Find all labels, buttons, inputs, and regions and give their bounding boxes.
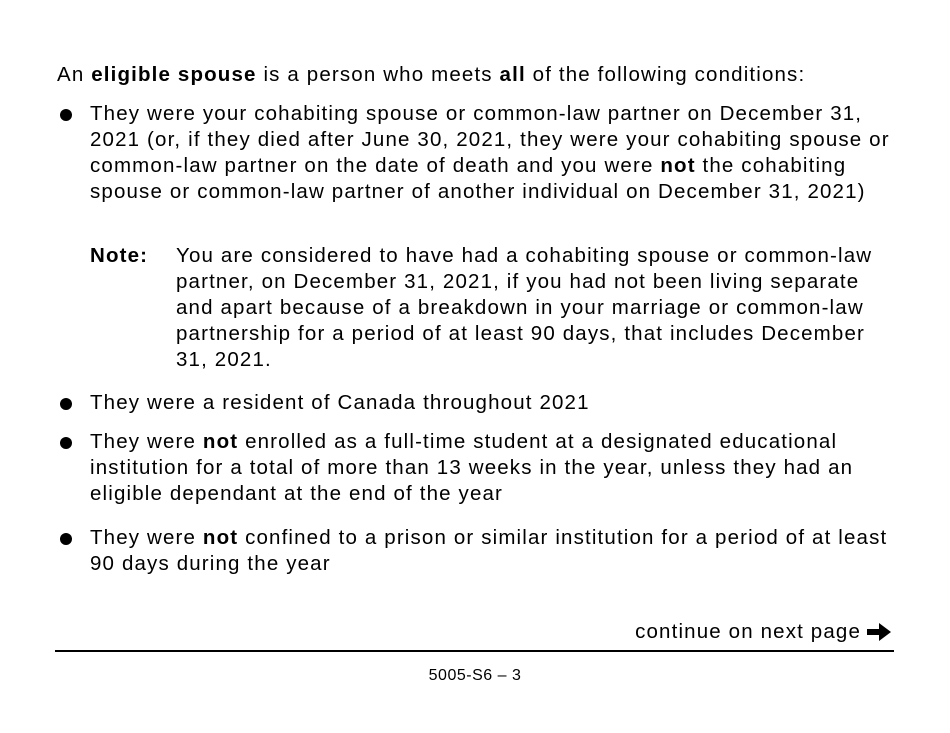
footer-divider (55, 650, 894, 652)
page-number: 5005-S6 – 3 (428, 667, 522, 684)
continue-on-next-page (635, 620, 893, 644)
note-block (90, 243, 890, 373)
condition-text: They were a resident of Canada throughout 2021 (90, 391, 590, 414)
intro-bold-all: all (499, 63, 526, 86)
bullet-icon (60, 437, 72, 449)
bold-not: not (660, 154, 696, 177)
intro-text-3: of the following conditions: (525, 63, 806, 86)
condition-text: They were not enrolled as a full-time student at a designated educational institution for a total of more than 13 weeks in the year, unless they had an eligible dependant at the end of the year (90, 430, 854, 505)
continue-label: continue on next page (635, 620, 861, 643)
bullet-icon (60, 398, 72, 410)
condition-item-1 (57, 101, 907, 205)
intro-bold-eligible-spouse: eligible spouse (91, 63, 257, 86)
condition-text: They were your cohabiting spouse or common-law partner on December 31, 2021 (or, if they died after June 30, 2021, they were your cohabiting spouse or common-law partner on the date of death and you were not the cohabiting spouse or common-law partner of another individual on December 31, 2021) (90, 102, 890, 203)
condition-item-4 (57, 525, 907, 577)
bullet-icon (60, 109, 72, 121)
condition-item-2 (57, 390, 907, 416)
condition-item-3 (57, 429, 907, 507)
intro-text-2: is a person who meets (256, 63, 500, 86)
bold-not: not (202, 526, 239, 549)
bold-not: not (202, 430, 239, 453)
note-label: Note: (90, 244, 149, 267)
condition-text: They were not confined to a prison or similar institution for a period of at least 90 days during the year (90, 526, 888, 575)
bullet-icon (60, 533, 72, 545)
right-arrow-icon (865, 620, 893, 644)
note-text: You are considered to have had a cohabiting spouse or common-law partner, on December 31, 2021, if you had not been living separate and apart because of a breakdown in your marriage or common-law partnership for a period of at least 90 days, that includes December 31, 2021. (176, 244, 873, 371)
intro-text-1: An (57, 63, 92, 86)
intro-sentence (57, 62, 927, 88)
